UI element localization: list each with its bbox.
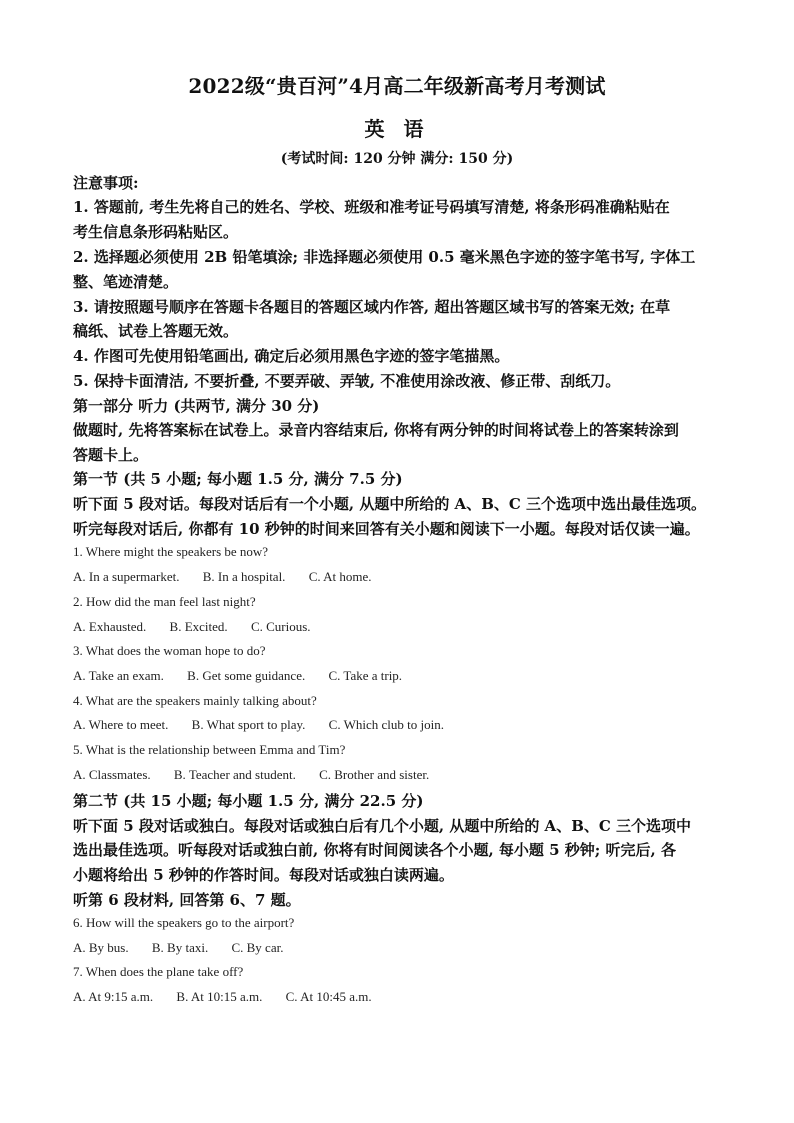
question-options [73,767,733,783]
question-stem: 1. Where might the speakers be now? [73,544,269,559]
note-line: 1. 答题前, 考生先将自己的姓名、学校、班级和准考证号码填写清楚, 将条形码准确粘贴在 [73,198,670,216]
section2-intro-line: 选出最佳选项。听每段对话或独白前, 你将有时间阅读各个小题, 每小题 5 秒钟; 听完后, 各 [73,841,676,859]
option-c: C. By car. [231,940,284,955]
question-stem: 7. When does the plane take off? [73,964,244,979]
note-line: 3. 请按照题号顺序在答题卡各题目的答题区域内作答, 超出答题区域书写的答案无效; 在草 [73,298,671,316]
question-stem: 5. What is the relationship between Emma and Tim? [73,742,346,757]
question-options [73,668,733,684]
option-b: B. What sport to play. [191,717,306,732]
note-line: 考生信息条形码粘贴区。 [73,223,239,241]
section1-intro-line: 听完每段对话后, 你都有 10 秒钟的时间来回答有关小题和阅读下一小题。每段对话仅读一遍。 [73,520,700,538]
question-stem: 4. What are the speakers mainly talking about? [73,693,317,708]
exam-title: 2022级“贵百河”4月高二年级新高考月考测试 [188,74,606,98]
question-options [73,619,733,635]
option-a: A. Exhausted. [73,619,147,634]
option-a: A. Where to meet. [73,717,169,732]
question-stem: 3. What does the woman hope to do? [73,643,266,658]
note-line: 2. 选择题必须使用 2B 铅笔填涂; 非选择题必须使用 0.5 毫米黑色字迹的签字笔书写, 字体工 [73,248,696,266]
option-c: C. Take a trip. [328,668,403,683]
question-stem: 6. How will the speakers go to the airport? [73,915,295,930]
option-a: A. Classmates. [73,767,151,782]
option-c: C. At home. [308,569,372,584]
question-options [73,717,733,733]
note-line: 整、笔迹清楚。 [73,273,179,291]
question-options [73,989,733,1005]
notes-heading: 注意事项: [73,174,139,192]
note-line: 4. 作图可先使用铅笔画出, 确定后必须用黑色字迹的签字笔描黑。 [73,347,510,365]
option-c: C. Curious. [250,619,311,634]
part1-intro-line: 做题时, 先将答案标在试卷上。录音内容结束后, 你将有两分钟的时间将试卷上的答案转涂到 [73,421,679,439]
note-line: 稿纸、试卷上答题无效。 [73,322,239,340]
option-b: B. Excited. [169,619,228,634]
option-a: A. By bus. [73,940,129,955]
question-options [73,940,733,956]
option-a: A. Take an exam. [73,668,164,683]
section1-heading: 第一节 (共 5 小题; 每小题 1.5 分, 满分 7.5 分) [73,470,403,488]
section2-intro-line: 小题将给出 5 秒钟的作答时间。每段对话或独白读两遍。 [73,866,454,884]
option-b: B. Teacher and student. [173,767,296,782]
note-line: 5. 保持卡面清洁, 不要折叠, 不要弄破、弄皱, 不准使用涂改液、修正带、刮纸刀。 [73,372,621,390]
option-a: A. At 9:15 a.m. [73,989,154,1004]
subject-heading: 英 语 [364,117,430,141]
option-c: C. Which club to join. [328,717,444,732]
option-b: B. Get some guidance. [187,668,306,683]
exam-time-score: (考试时间: 120 分钟 满分: 150 分) [280,151,514,167]
option-a: A. In a supermarket. [73,569,180,584]
section2-heading: 第二节 (共 15 小题; 每小题 1.5 分, 满分 22.5 分) [73,792,424,810]
section1-intro-line: 听下面 5 段对话。每段对话后有一个小题, 从题中所给的 A、B、C 三个选项中选出最佳选项。 [73,495,707,513]
part1-heading: 第一部分 听力 (共两节, 满分 30 分) [73,397,320,415]
option-b: B. By taxi. [151,940,209,955]
part1-intro-line: 答题卡上。 [73,446,149,464]
option-b: B. In a hospital. [202,569,286,584]
section2-intro-line: 听下面 5 段对话或独白。每段对话或独白后有几个小题, 从题中所给的 A、B、C 三个选项中 [73,817,692,835]
question-stem: 2. How did the man feel last night? [73,594,256,609]
material-heading: 听第 6 段材料, 回答第 6、7 题。 [73,891,301,909]
question-options [73,569,733,585]
option-c: C. At 10:45 a.m. [285,989,372,1004]
option-c: C. Brother and sister. [319,767,430,782]
option-b: B. At 10:15 a.m. [176,989,263,1004]
